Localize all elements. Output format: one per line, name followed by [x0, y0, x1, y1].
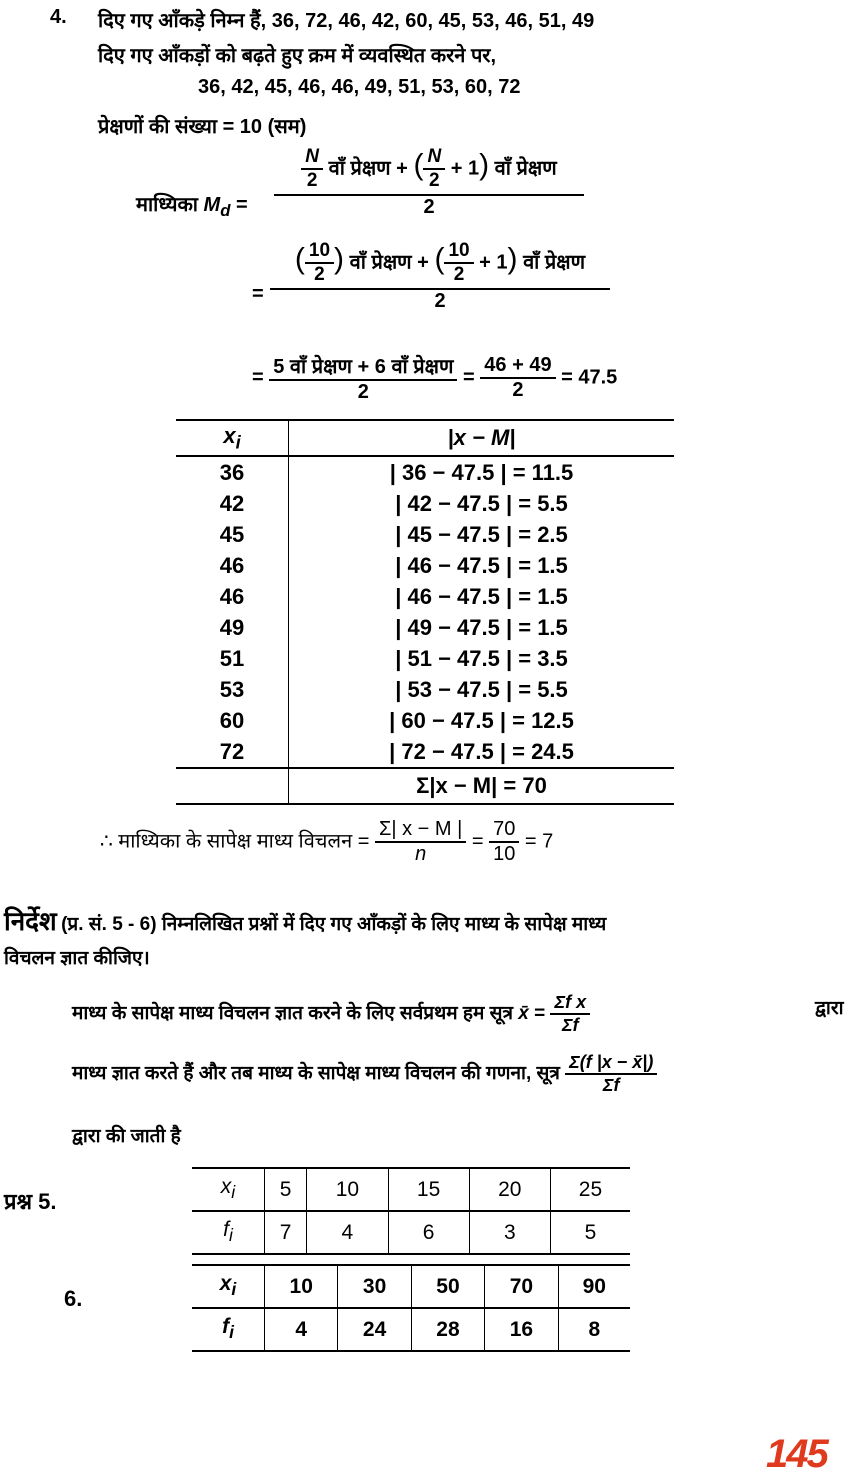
table-row: 42 | 42 − 47.5 | = 5.5: [176, 488, 674, 519]
sorted-data: 36, 42, 45, 46, 46, 49, 51, 53, 60, 72: [198, 76, 521, 98]
table-row: 36 | 36 − 47.5 | = 11.5: [176, 456, 674, 488]
deviation-table: [176, 419, 674, 805]
direction-text-cont: विचलन ज्ञात कीजिए।: [4, 948, 150, 969]
sum-value: Σ|x − M| = 70: [289, 768, 675, 804]
header-x: $x_i$: [176, 420, 289, 456]
table-row: 46 | 46 − 47.5 | = 1.5: [176, 581, 674, 612]
table-row: 53 | 53 − 47.5 | = 5.5: [176, 674, 674, 705]
question-5-label: प्रश्न 5.: [4, 1189, 57, 1214]
median-step1: $\frac{N}{2}$ वाँ प्रेक्षण + ( $\frac{N}{2}$ + 1) वाँ प्रेक्षण 2: [274, 146, 584, 219]
given-data-line: दिए गए आँकड़े निम्न हैं, 36, 72, 46, 42, 60, 45, 53, 46, 51, 49: [98, 10, 595, 32]
median-label: माध्यिका $M_d$ =: [136, 194, 248, 220]
table-row: 60 | 60 − 47.5 | = 12.5: [176, 705, 674, 736]
table-row: $x_i$ 5 10 15 20 25: [192, 1168, 630, 1211]
table-row: 45 | 45 − 47.5 | = 2.5: [176, 519, 674, 550]
direction-heading: निर्देश (प्र. सं. 5 - 6) निम्नलिखित प्रश्नों में दिए गए आँकड़ों के लिए माध्य के सापेक्ष माध्य: [4, 906, 607, 936]
formula-paragraph-1: माध्य के सापेक्ष माध्य विचलन ज्ञात करने के लिए सर्वप्रथम हम सूत्र x̄ = $\frac{\text{Σf x}}{\Sigma f}$: [72, 992, 590, 1036]
table-row: 49 | 49 − 47.5 | = 1.5: [176, 612, 674, 643]
formula-paragraph-2: माध्य ज्ञात करते हैं और तब माध्य के सापेक्ष माध्य विचलन की गणना, सूत्र $\frac{\Sigma(f |x - x̄|)}{\Sigma f}$: [72, 1052, 657, 1096]
sum-row: [176, 768, 674, 804]
table-row: $f_i$ 7 4 6 3 5: [192, 1211, 630, 1254]
table-row: 46 | 46 − 47.5 | = 1.5: [176, 550, 674, 581]
header-deviation: |x − M|: [289, 420, 675, 456]
question-6-label: 6.: [64, 1286, 83, 1311]
median-step2: ( $\frac{10}{2}$ ) वाँ प्रेक्षण + ( $\frac{10}{2}$ + 1) वाँ प्रेक्षण 2: [270, 240, 610, 313]
question-5-table: [192, 1167, 630, 1255]
formula-paragraph-1-end: द्वारा: [815, 998, 844, 1019]
arrangement-line: दिए गए आँकड़ों को बढ़ते हुए क्रम में व्यवस्थित करने पर,: [98, 45, 497, 67]
table-row: $f_i$ 4 24 28 16 8: [192, 1308, 630, 1351]
question-number: 4.: [50, 6, 67, 28]
question-6-table: [192, 1264, 630, 1352]
page-number: 145: [766, 1432, 827, 1476]
median-step3: = $\frac{\text{5 वाँ प्रेक्षण + 6 वाँ प्रेक्षण}}{2}$ = $\frac{46 + 49}{2}$ = 47.5: [252, 354, 618, 403]
formula-paragraph-3: द्वारा की जाती है: [72, 1126, 181, 1147]
conclusion: ∴ माध्यिका के सापेक्ष माध्य विचलन = $\frac{\Sigma| x - M |}{n}$ = $\frac{70}{10}$ = 7: [100, 818, 554, 865]
table-row: 72 | 72 − 47.5 | = 24.5: [176, 736, 674, 768]
observation-count: प्रेक्षणों की संख्या = 10 (सम): [98, 116, 307, 138]
table-row: $x_i$ 10 30 50 70 90: [192, 1265, 630, 1308]
table-row: 51 | 51 − 47.5 | = 3.5: [176, 643, 674, 674]
